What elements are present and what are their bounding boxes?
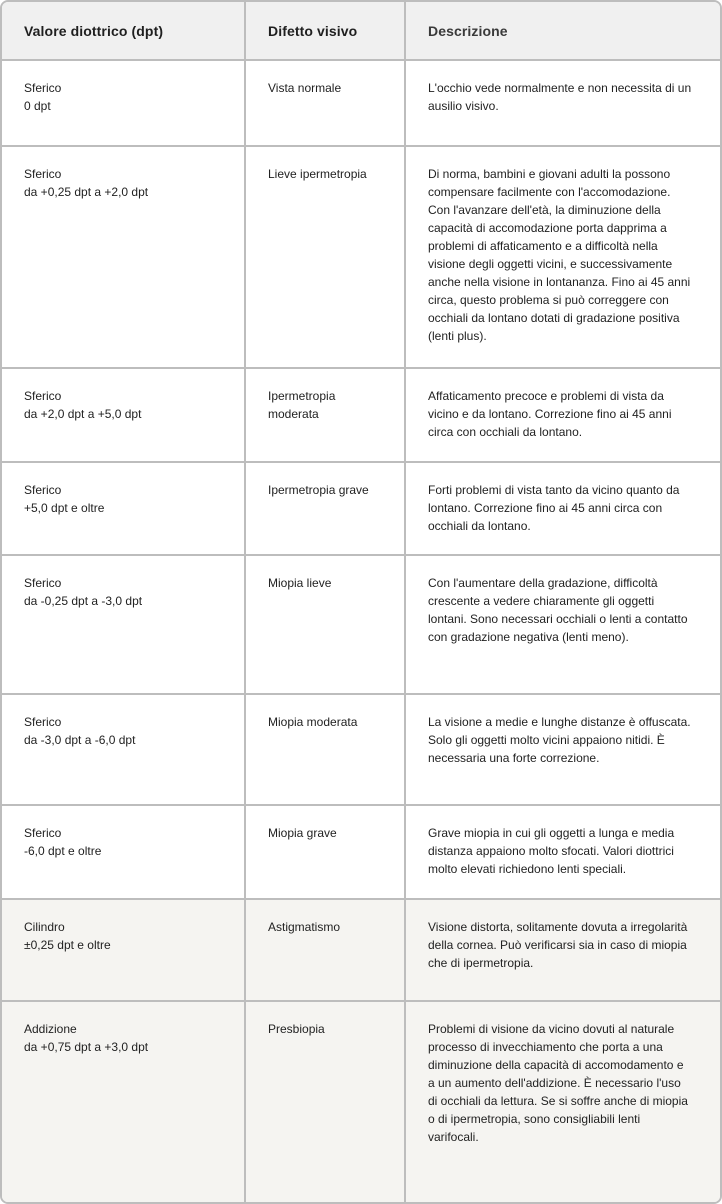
header-row [2,2,720,60]
diopter-range: da +0,25 dpt a +2,0 dpt [24,185,149,200]
table-row [2,146,720,368]
diopter-range: 0 dpt [24,99,51,113]
diopter-range: da +0,75 dpt a +3,0 dpt [24,1039,149,1054]
diopter-table [2,2,720,1202]
description-cell: Con l'aumentare della gradazione, difficoltà crescente a vedere chiaramente gli oggetti lontani. Sono necessari occhiali o lenti a contatto con gradazione negativa (lenti meno). [405,555,720,693]
lens-type: Sferico [24,714,62,729]
lens-type: Sferico [24,81,62,95]
table-row [2,368,720,462]
diopter-range: +5,0 dpt e oltre [24,500,105,515]
table-header [2,2,720,60]
description-cell: Affaticamento precoce e problemi di vista da vicino e da lontano. Correzione fino ai 45 anni circa con occhiali da lontano. [405,368,720,462]
visual-defect-cell: Miopia moderata [245,694,405,806]
diopter-value-cell [2,60,245,146]
description-cell: Problemi di visione da vicino dovuti al naturale processo di invecchiamento che porta a una diminuzione della capacità di accomodamento e a un aumento dell'addizione. È necessario l'uso di occhiali da lettura. Se si soffre anche di miopia o di ipermetropia, sono consigliabili lenti varifocali. [405,1001,720,1202]
lens-type: Cilindro [24,919,65,934]
table-row [2,805,720,899]
diopter-value-cell [2,899,245,1001]
diopter-value-cell [2,555,245,693]
diopter-value-cell [2,368,245,462]
table-body [2,60,720,1202]
header-description: Descrizione [405,2,720,60]
visual-defect-cell: Ipermetropia grave [245,462,405,556]
description-cell: Forti problemi di vista tanto da vicino quanto da lontano. Correzione fino ai 45 anni circa con occhiali da lontano. [405,462,720,556]
table-row [2,555,720,693]
diopter-range: da -3,0 dpt a -6,0 dpt [24,732,136,747]
diopter-value-cell [2,694,245,806]
visual-defect-cell: Presbiopia [245,1001,405,1202]
description-cell: Visione distorta, solitamente dovuta a irregolarità della cornea. Può verificarsi sia in caso di miopia che di ipermetropia. [405,899,720,1001]
diopter-range: da -0,25 dpt a -3,0 dpt [24,594,143,609]
visual-defect-cell: Ipermetropia moderata [245,368,405,462]
table-row [2,462,720,556]
visual-defect-cell: Miopia lieve [245,555,405,693]
lens-type: Sferico [24,389,62,404]
visual-defect-cell: Miopia grave [245,805,405,899]
visual-defect-cell: Vista normale [245,60,405,146]
diopter-range: da +2,0 dpt a +5,0 dpt [24,407,142,422]
table-row-highlighted [2,1001,720,1202]
visual-defect-cell: Astigmatismo [245,899,405,1001]
header-diopter-value: Valore diottrico (dpt) [2,2,245,60]
description-cell: Di norma, bambini e giovani adulti la possono compensare facilmente con l'accomodazione. Con l'avanzare dell'età, la diminuzione della capacità di accomodazione porta dapprima a problemi di affaticamento e a difficoltà nella visione degli oggetti vicini, e successivamente anche nella visione in lontananza. Fino ai 45 anni circa, questo problema si può correggere con occhiali da lontano dotati di gradazione positiva (lenti plus). [405,146,720,368]
diopter-value-cell [2,462,245,556]
diopter-value-cell [2,805,245,899]
diopter-range: ±0,25 dpt e oltre [24,937,111,952]
visual-defect-cell: Lieve ipermetropia [245,146,405,368]
description-cell: La visione a medie e lunghe distanze è offuscata. Solo gli oggetti molto vicini appaiono nitidi. È necessaria una forte correzione. [405,694,720,806]
diopter-value-cell [2,146,245,368]
description-cell: Grave miopia in cui gli oggetti a lunga e media distanza appaiono molto sfocati. Valori diottrici molto elevati richiedono lenti speciali. [405,805,720,899]
lens-type: Sferico [24,167,62,182]
header-visual-defect: Difetto visivo [245,2,405,60]
diopter-value-cell [2,1001,245,1202]
lens-type: Addizione [24,1021,77,1036]
table-row [2,60,720,146]
table-row-highlighted [2,899,720,1001]
table-row [2,694,720,806]
lens-type: Sferico [24,482,62,497]
diopter-range: -6,0 dpt e oltre [24,844,102,859]
lens-type: Sferico [24,826,62,841]
lens-type: Sferico [24,576,62,591]
description-cell: L'occhio vede normalmente e non necessita di un ausilio visivo. [405,60,720,146]
